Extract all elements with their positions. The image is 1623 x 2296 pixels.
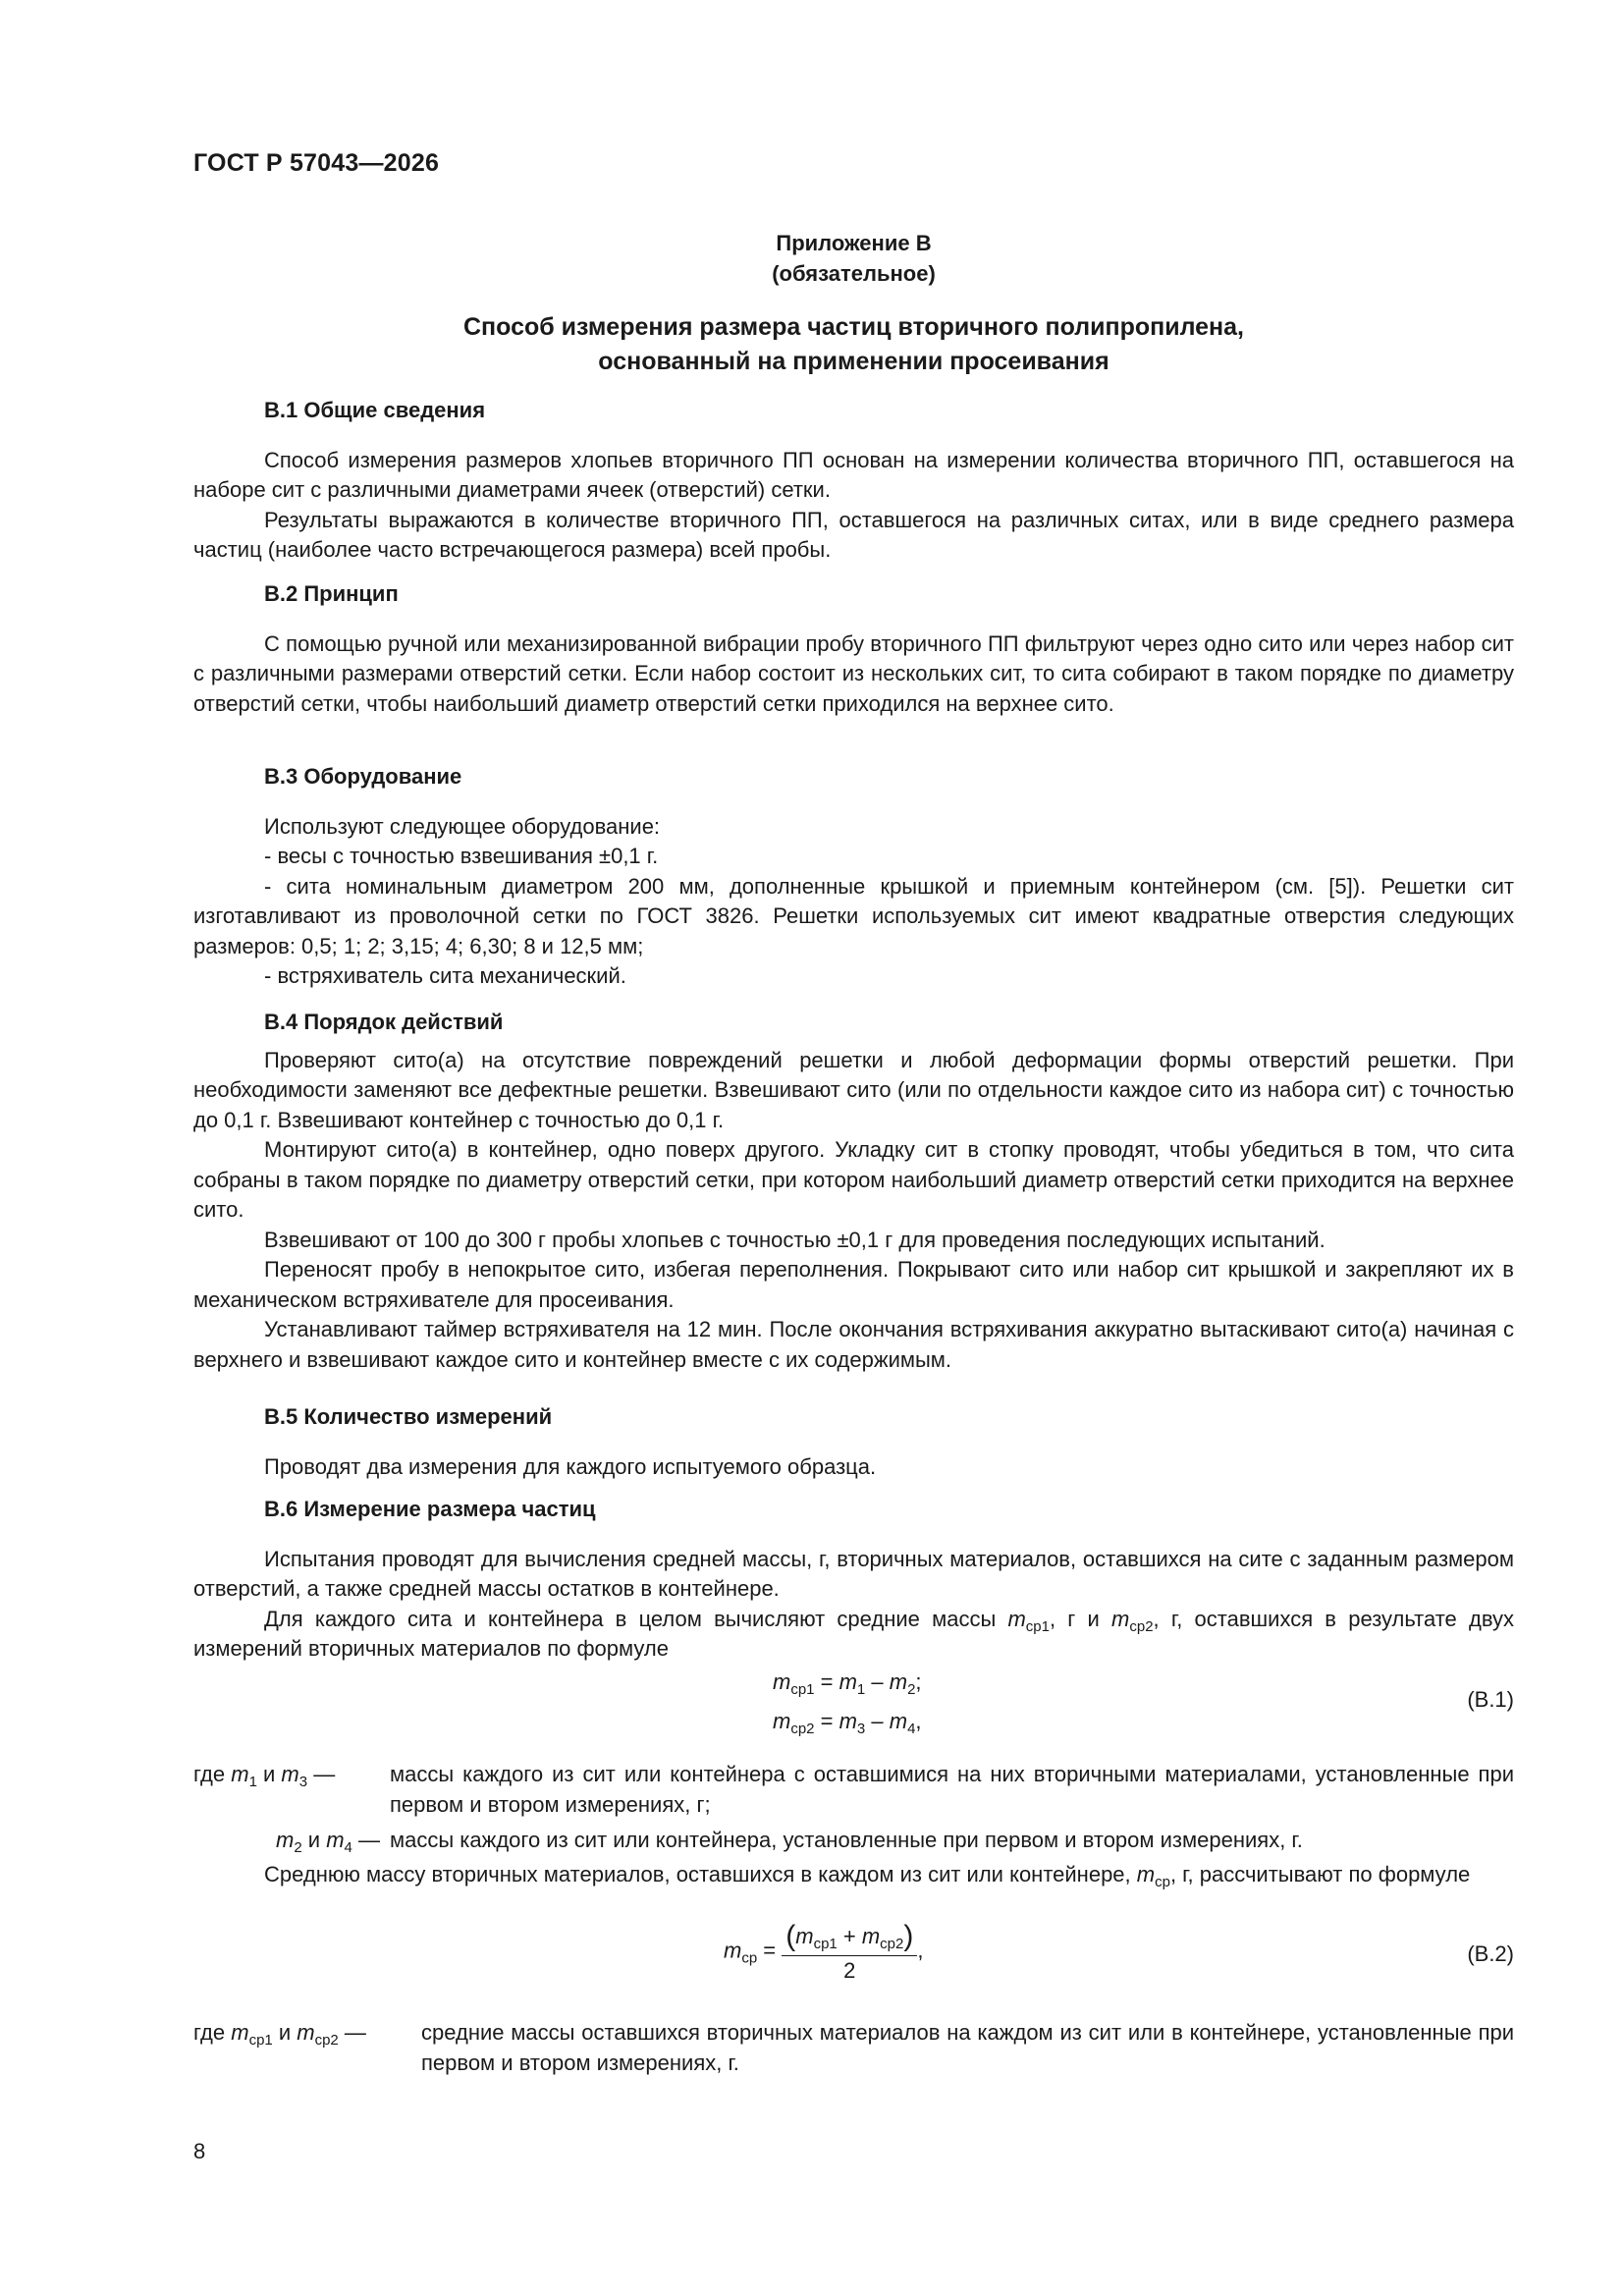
formula-b2-number: (В.2): [1467, 1941, 1514, 1966]
section-b1: [193, 396, 1514, 566]
page-number: 8: [193, 2139, 206, 2163]
section-b3-paragraph: Используют следующее оборудование:: [264, 813, 661, 839]
annex-status: (обязательное): [772, 261, 936, 286]
annex-label: Приложение В: [776, 231, 932, 255]
section-b6-paragraph: Среднюю массу вторичных материалов, оставшихся в каждом из сит или контейнере, $m_{ср}$, г, рассчитывают по формуле: [264, 1861, 1471, 1890]
legend-row: где $m_1$ и $m_3$ — массы каждого из сит или контейнера с оставшимися на них вторичными материалами, установленные при первом и втором измерениях, г;: [193, 1762, 1514, 1817]
section-b4-paragraph: Проверяют сито(а) на отсутствие повреждений решетки и любой деформации формы отверстий решетки. При необходимости заменяют все дефектные решетки. Взвешивают сито (или по отдельности каждое сито из набора сит) с точностью до 0,1 г. Взвешивают контейнер с точностью до 0,1 г.: [193, 1047, 1514, 1132]
section-b2: [193, 579, 1514, 719]
formula-b2-expression: $m_{ср}$ = $\frac{(m_{ср1} + m_{ср2})}{2}$ ,: [724, 1920, 924, 1983]
annex-title-line1: Способ измерения размера частиц вторичного полипропилена,: [462, 313, 1245, 341]
legend-row: где $m_{ср1}$ и $m_{ср2}$ — средние массы оставшихся вторичных материалов на каждом из сит или в контейнере, установленные при первом и втором измерениях, г.: [193, 2020, 1514, 2075]
section-b4: [193, 1008, 1514, 1375]
section-b4-paragraph: Взвешивают от 100 до 300 г пробы хлопьев с точностью ±0,1 г для проведения последующих испытаний.: [264, 1227, 1325, 1252]
formula-b1-number: (В.1): [1467, 1687, 1514, 1712]
section-b4-paragraph: Устанавливают таймер встряхивателя на 12 мин. После окончания встряхивания аккуратно вытаскивают сито(а) начиная с верхнего и взвешивают каждое сито и контейнер вместе с их содержимым.: [193, 1317, 1514, 1372]
document-code: ГОСТ Р 57043—2026: [193, 149, 440, 177]
section-b1-paragraph: Результаты выражаются в количестве вторичного ПП, оставшегося на различных ситах, или в виде среднего размера частиц (наиболее часто встречающегося размера) всей пробы.: [193, 507, 1514, 562]
section-b2-paragraph: С помощью ручной или механизированной вибрации пробу вторичного ПП фильтруют через одно сито или через набор сит с различными размерами отверстий сетки. Если набор состоит из нескольких сит, то сита собирают в таком порядке по диаметру отверстий сетки, чтобы наибольший диаметр отверстий сетки приходился на верхнее сито.: [193, 630, 1514, 716]
section-b3: [193, 762, 1514, 992]
section-b1-paragraph: Способ измерения размеров хлопьев вторичного ПП основан на измерении количества вторичного ПП, оставшегося на наборе сит с различными диаметрами ячеек (отверстий) сетки.: [193, 447, 1514, 502]
list-item: - весы с точностью взвешивания ±0,1 г.: [264, 844, 659, 868]
section-b3-heading: В.3 Оборудование: [264, 764, 462, 789]
section-b4-heading: В.4 Порядок действий: [264, 1010, 504, 1034]
section-b5-heading: В.5 Количество измерений: [264, 1404, 553, 1429]
section-b5: [193, 1402, 1514, 1482]
annex-title: [193, 310, 1514, 379]
section-b4-paragraph: Переносят пробу в непокрытое сито, избегая переполнения. Покрывают сито или набор сит крышкой и закрепляют их в механическом встряхивателе для просеивания.: [193, 1257, 1514, 1312]
section-b6-paragraph: Испытания проводят для вычисления средней массы, г, вторичных материалов, оставшихся на сите с заданным размером отверстий, а также средней массы остатков в контейнере.: [193, 1546, 1514, 1601]
section-b2-heading: В.2 Принцип: [264, 581, 399, 606]
annex-heading: [193, 228, 1514, 289]
fraction: $\frac{(m_{ср1} + m_{ср2})}{2}$: [782, 1920, 917, 1984]
formula-b1-line1: $m_{ср1} = m_1 - m_2$;: [773, 1669, 922, 1698]
section-b1-heading: В.1 Общие сведения: [264, 398, 486, 422]
legend-row: $m_2$ и $m_4$ — массы каждого из сит или контейнера, установленные при первом и втором измерениях, г.: [276, 1828, 1303, 1856]
formula-b1-legend: [193, 1760, 1514, 1889]
list-item: - сита номинальным диаметром 200 мм, дополненные крышкой и приемным контейнером (см. [5]). Решетки сит изготавливают из проволочной сетки по ГОСТ 3826. Решетки используемых сит имеют квадратные отверстия следующих размеров: 0,5; 1; 2; 3,15; 4; 6,30; 8 и 12,5 мм;: [193, 873, 1514, 958]
section-b5-paragraph: Проводят два измерения для каждого испытуемого образца.: [264, 1453, 877, 1479]
annex-title-line2: основанный на применении просеивания: [598, 348, 1109, 375]
formula-b2: [193, 1920, 1514, 1998]
formula-b1: [193, 1669, 1514, 1748]
list-item: - встряхиватель сита механический.: [264, 963, 626, 988]
section-b6-paragraph: Для каждого сита и контейнера в целом вычисляют средние массы $m_{ср1}$, г и $m_{ср2}$, г, оставшихся в результате двух измерений вторичных материалов по формуле: [193, 1606, 1515, 1661]
formula-b2-legend: [193, 2018, 1514, 2078]
formula-b1-line2: $m_{ср2} = m_3 - m_4$,: [773, 1709, 922, 1737]
section-b6-heading: В.6 Измерение размера частиц: [264, 1497, 596, 1521]
section-b6: [193, 1495, 1514, 1665]
section-b4-paragraph: Монтируют сито(а) в контейнер, одно поверх другого. Укладку сит в стопку проводят, чтобы убедиться в том, что сита собраны в таком порядке по диаметру отверстий сетки, при котором наибольший диаметр отверстий сетки приходится на верхнее сито.: [193, 1137, 1514, 1222]
